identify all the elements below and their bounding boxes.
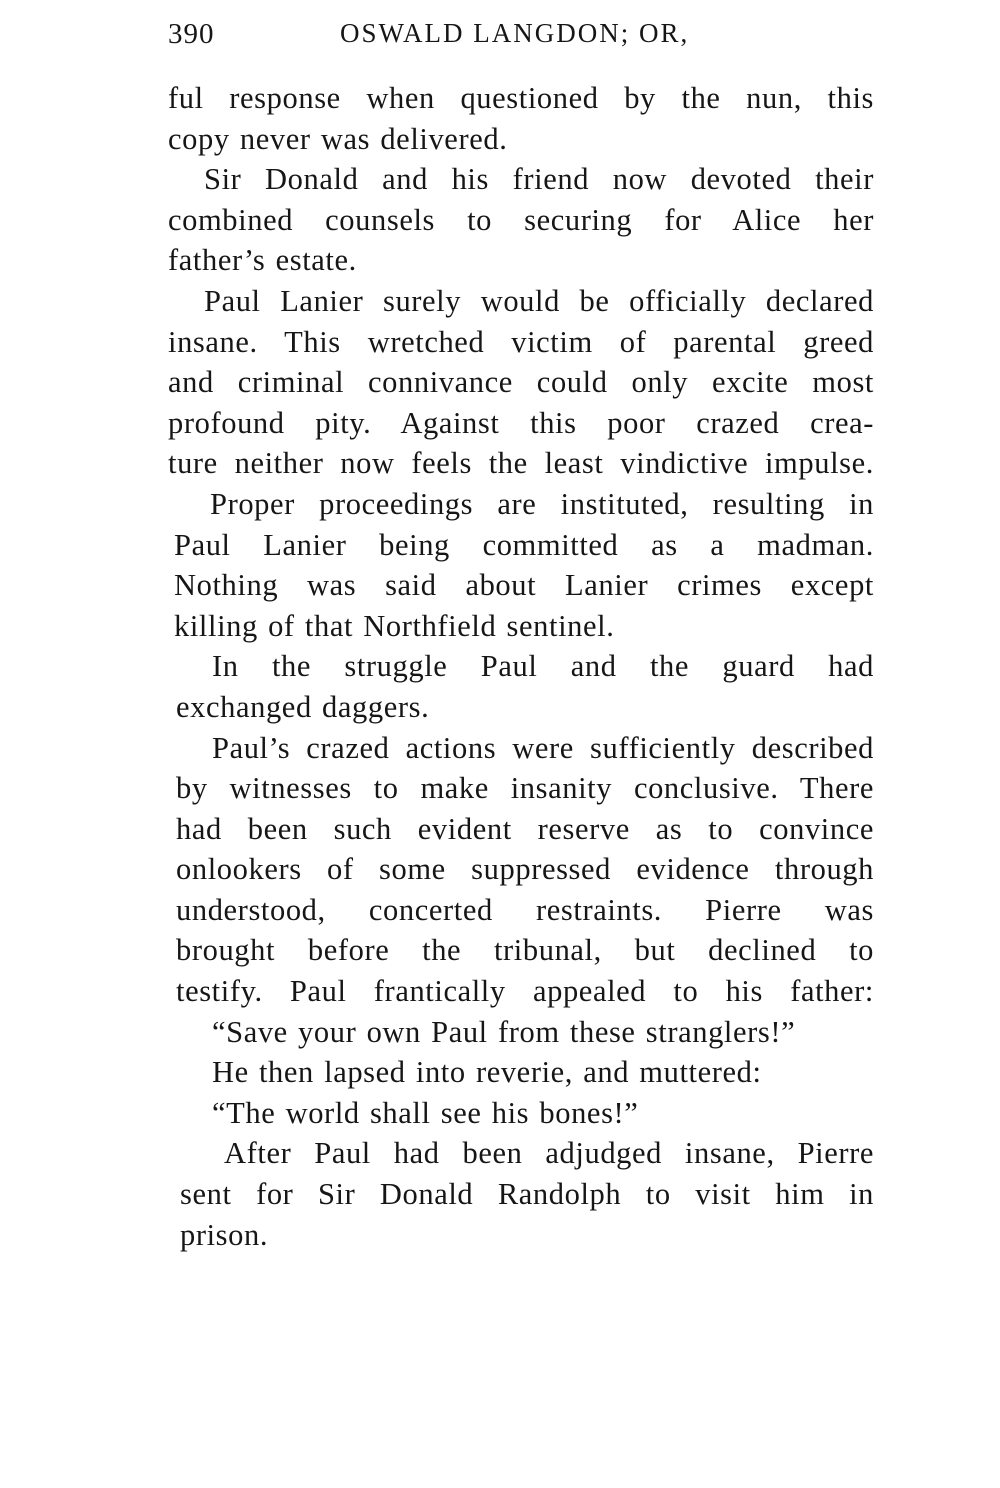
text-line: Paul’s crazed actions were sufficiently described [212,730,874,765]
text-line: copy never was delivered. [168,121,508,156]
text-line: and criminal connivance could only excite most [168,365,874,400]
text-line: Proper proceedings are instituted, resulting in [210,486,874,521]
page-number: 390 [168,18,215,50]
text-line: He then lapsed into reverie, and muttered: [212,1055,762,1090]
text-line: father’s estate. [168,243,357,278]
text-line: killing of that Northfield sentinel. [174,608,615,643]
text-line: Paul Lanier surely would be officially declared [204,283,874,318]
text-line: Paul Lanier being committed as a madman. [174,527,874,562]
text-line: brought before the tribunal, but declined to [176,933,874,968]
text-line: “Save your own Paul from these stranglers!” [212,1014,796,1049]
text-line: profound pity. Against this poor crazed crea- [168,405,874,440]
running-title: OSWALD LANGDON; OR, [340,18,690,48]
page-header [168,18,708,58]
body-text [168,78,874,1255]
text-line: exchanged daggers. [176,689,430,724]
text-line: Sir Donald and his friend now devoted their [204,162,874,197]
text-line: After Paul had been adjudged insane, Pierre [224,1136,874,1171]
text-line: prison. [180,1217,269,1252]
text-line: “The world shall see his bones!” [212,1095,639,1130]
text-line: had been such evident reserve as to convince [176,811,874,846]
text-line: onlookers of some suppressed evidence through [176,852,874,887]
text-line: insane. This wretched victim of parental greed [168,324,874,359]
text-line: by witnesses to make insanity conclusive. There [176,771,874,806]
text-line: understood, concerted restraints. Pierre was [176,892,874,927]
text-line: ful response when questioned by the nun, this [168,81,874,115]
text-line: In the struggle Paul and the guard had [212,649,874,684]
text-line: ture neither now feels the least vindictive impulse. [168,446,874,481]
text-line: combined counsels to securing for Alice her [168,202,874,237]
text-line: sent for Sir Donald Randolph to visit him in [180,1177,874,1212]
text-line: testify. Paul frantically appealed to his father: [176,974,874,1009]
text-line: Nothing was said about Lanier crimes except [174,568,874,603]
